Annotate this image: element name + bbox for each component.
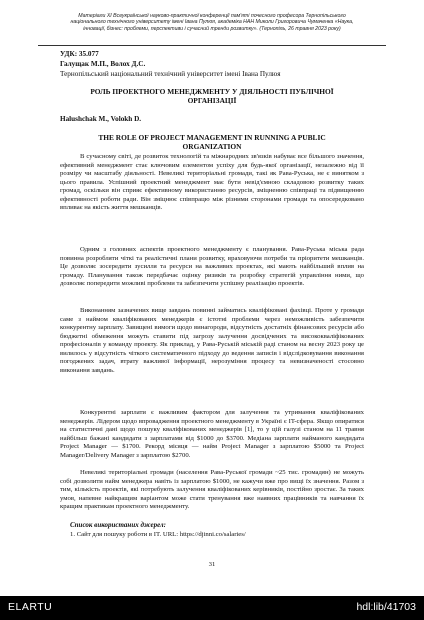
conference-header — [38, 13, 386, 32]
header-line: інновації, бізнес: проблеми, перспективи і сучасний тренди розвитку». (Тернопіль, 26 травня 2023 року) — [83, 25, 341, 32]
institution: Тернопільський національний технічний університет імені Івана Пулюя — [60, 70, 281, 78]
body-paragraph: Конкурентні зарплати є важливим фактором для залучення та утримання кваліфікованих менеджерів. Лідером щодо впровадження проектного менеджменту в Україні є IT-сфера. Якщо опиратися на статистичні дані щодо пошуку кваліфікованих менеджерів [1], то у цій галузі станом на 11 травня найбільш бажані кандидати з зарплатами від $1000 до $3700. Медіана зарплати найманого кандидата Project Manager — $1700. Рекорд місяця — найм Project Manager з зарплатою $5000 та Project Manager/Delivery Manager з зарплатою $2700. — [60, 409, 364, 459]
header-divider — [38, 45, 386, 46]
reference-item: 1. Сайт для пошуку роботи в IT. URL: https://djinni.co/salaries/ — [70, 531, 246, 538]
title-line: ОРГАНІЗАЦІЇ — [187, 95, 237, 105]
header-line: національного технічного університету імені Івана Пулюя, академіка НАН Миколи Григоровича Чумаченка «Наука, — [70, 19, 354, 26]
authors-uk: Галущак М.П., Волох Д.С. — [60, 60, 146, 68]
body-paragraph: Невеликі територіальні громади (населення Рава-Руської громади ~25 тис. громадян) не можуть собі дозволити найм менеджера навіть із зарплатою $1000, не кажучи вже про вищі їх значення. Разом з тим, кількість проектів, які потребують залучення кваліфікованих керівників, постійно зростає. За таких умов, напевне найкращим варіантом може стати тренування вже наявних працівників та навчання їх кращим практикам проектного менеджменту. — [60, 469, 364, 511]
body-paragraph: В сучасному світі, де розвиток технологій та міжнародних зв'язків набуває все більшого значення, ефективний менеджмент стає ключовим елементом успіху для будь-якої організації, незалежно від її розміру чи масштабу діяльності. Невеликі територіальні громади, такі як Рава-Руська, не є винятком з цього правила. Успішний проектний менеджмент має бути невід'ємною складовою розвитку таких громад, оскільки він сприяє ефективному використанню ресурсів, зміцненню співпраці та підвищенню ефективності роботи ради. Він зміцнює співпрацю між різними сторонами громади та опосередковано впливає на якість життя мешканців. — [60, 153, 364, 212]
repository-name: ELARTU — [8, 601, 53, 613]
udk-code: УДК: 35.077 — [60, 50, 99, 58]
article-title-en — [60, 134, 364, 151]
references-title: Список використаних джерел: — [70, 521, 166, 529]
header-line: Матеріали ХІ Всеукраїнської науково-практичної конференції пам'яті почесного професора Тернопільського — [78, 13, 346, 19]
page-number: 31 — [208, 561, 216, 568]
repository-footer — [0, 596, 424, 620]
title-line: ORGANIZATION — [182, 141, 242, 151]
body-paragraph: Одним з головних аспектів проектного менеджменту є планування. Рава-Руська міська рада повинна розробляти чіткі та реалістичні плани розвитку, враховуючи потреби та пріоритети мешканців. Це дозволяє зосередити зусилля та ресурси на важливих проектах, які мають найбільший вплив на громаду. Планування також передбачає оцінку ризиків та розробку стратегій управління ними, що дозволяє попередити можливі проблеми та забезпечити успішну реалізацію проектів. — [60, 246, 364, 288]
title-line: THE ROLE OF PROJECT MANAGEMENT IN RUNNING A PUBLIC — [98, 133, 326, 142]
handle-id: hdl:lib/41703 — [356, 601, 416, 613]
article-title-uk — [60, 88, 364, 105]
title-line: РОЛЬ ПРОЕКТНОГО МЕНЕДЖМЕНТУ У ДІЯЛЬНОСТІ ПУБЛІЧНОЇ — [90, 87, 334, 96]
body-paragraph: Виконанням зазначених вище завдань повинні займатись кваліфіковані фахівці. Проте у громади саме з наймом кваліфікованих менеджерів є істотні проблеми через неможливість забезпечити конкурентну зарплату. Завищені вимоги щодо винагороди, відсутність достатніх фінансових ресурсів або бюджетні обмеження можуть ставити під загрозу залучення досвідчених та висококваліфікованих професіоналів у команду проекту. Як приклад, у Рава-Руській міській раді станом на весну 2023 року це вилилось у відсутність чіткого систематичного підходу до ведення записів і відслідковування виконання погоджених задач, втрату важливої інформації, нерозуміння процесу та невизначеності стосовно виконання завдань. — [60, 307, 364, 374]
authors-en: Halushchak M., Volokh D. — [60, 115, 142, 123]
